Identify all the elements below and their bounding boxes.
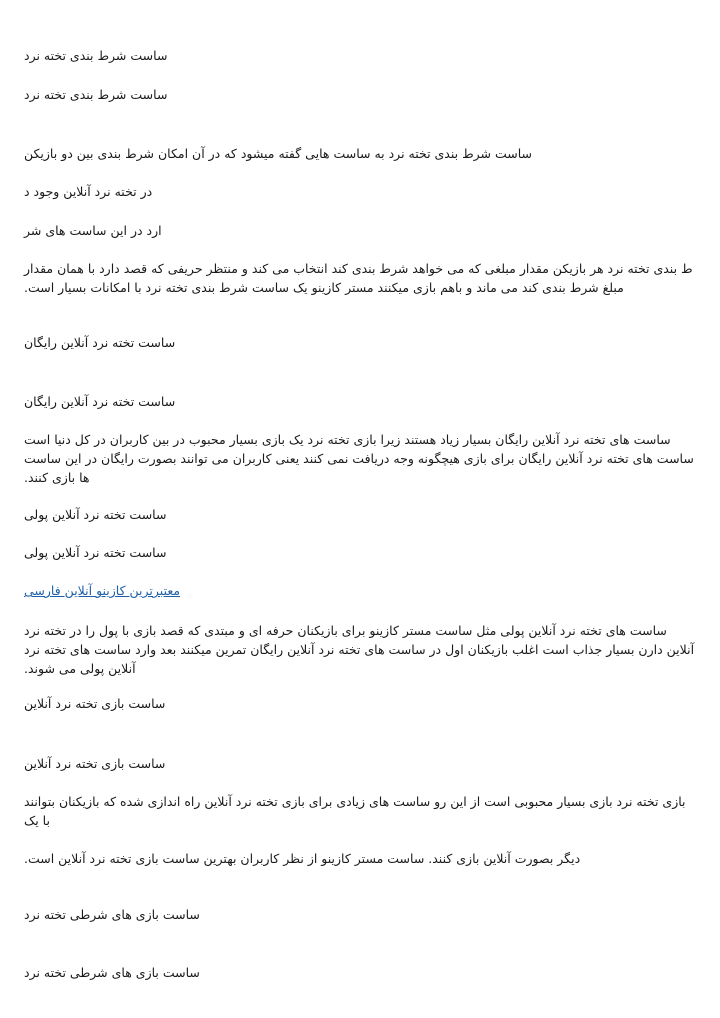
heading-5: ساست تخته نرد آنلاین پولی xyxy=(24,507,167,522)
paragraph-1: ساست شرط بندی تخته نرد به ساست هایی گفته میشود که در آن امکان شرط بندی بین دو بازیکن xyxy=(24,146,533,161)
paragraph-3: ارد در این ساست های شر xyxy=(24,223,162,238)
heading-1: ساست شرط بندی تخته نرد xyxy=(24,48,168,63)
heading-8: ساست بازی تخته نرد آنلاین xyxy=(24,756,166,771)
paragraph-8: دیگر بصورت آنلاین بازی کنند. ساست مستر کازینو از نظر کاربران بهترین ساست بازی تخته نرد آنلاین است. xyxy=(24,851,581,866)
heading-4: ساست تخته نرد آنلاین رایگان xyxy=(24,394,176,409)
casino-link[interactable]: معتبرترین کازینو آنلاین فارسی xyxy=(24,583,181,598)
heading-6: ساست تخته نرد آنلاین پولی xyxy=(24,545,167,560)
heading-3: ساست تخته نرد آنلاین رایگان xyxy=(24,335,176,350)
paragraph-5: ساست های تخته نرد آنلاین رایگان بسیار زیاد هستند زیرا بازی تخته نرد یک بازی بسیار محبوب در بین کاربران در کل دنیا است ساست های تخته نرد آنلاین رایگان برای بازی هیچگونه وجه دریافت نمی کنند یعنی کاربران می توانند بصورت رایگان در این ساست ها بازی کنند. xyxy=(24,432,694,485)
paragraph-7: بازی تخته نرد بازی بسیار محبوبی است از این رو ساست های زیادی برای بازی تخته نرد آنلاین راه اندازی شده که بازیکنان بتوانند با یک xyxy=(24,794,686,828)
paragraph-4: ط بندی تخته نرد هر بازیکن مقدار مبلغی که می خواهد شرط بندی کند انتخاب می کند و منتظر حریفی که قصد دارد با همان مقدار مبلغ شرط بندی کند می ماند و باهم بازی میکنند مستر کازینو یک ساست شرط بندی تخته نرد با امکانات بسیار است. xyxy=(24,261,693,295)
heading-2: ساست شرط بندی تخته نرد xyxy=(24,87,168,102)
paragraph-6: ساست های تخته نرد آنلاین پولی مثل ساست مستر کازینو برای بازیکنان حرفه ای و مبتدی که قصد بازی با پول را در تخته نرد آنلاین دارن بسیار جذاب است اغلب بازیکنان اول در ساست های تخته نرد آنلاین رایگان تمرین میکنند بعد وارد ساست های تخته نرد آنلاین پولی می شوند. xyxy=(24,623,695,676)
heading-9: ساست بازی های شرطی تخته نرد xyxy=(24,907,200,922)
heading-10: ساست بازی های شرطی تخته نرد xyxy=(24,965,200,980)
heading-7: ساست بازی تخته نرد آنلاین xyxy=(24,696,166,711)
paragraph-2: در تخته نرد آنلاین وجود د xyxy=(24,184,153,199)
